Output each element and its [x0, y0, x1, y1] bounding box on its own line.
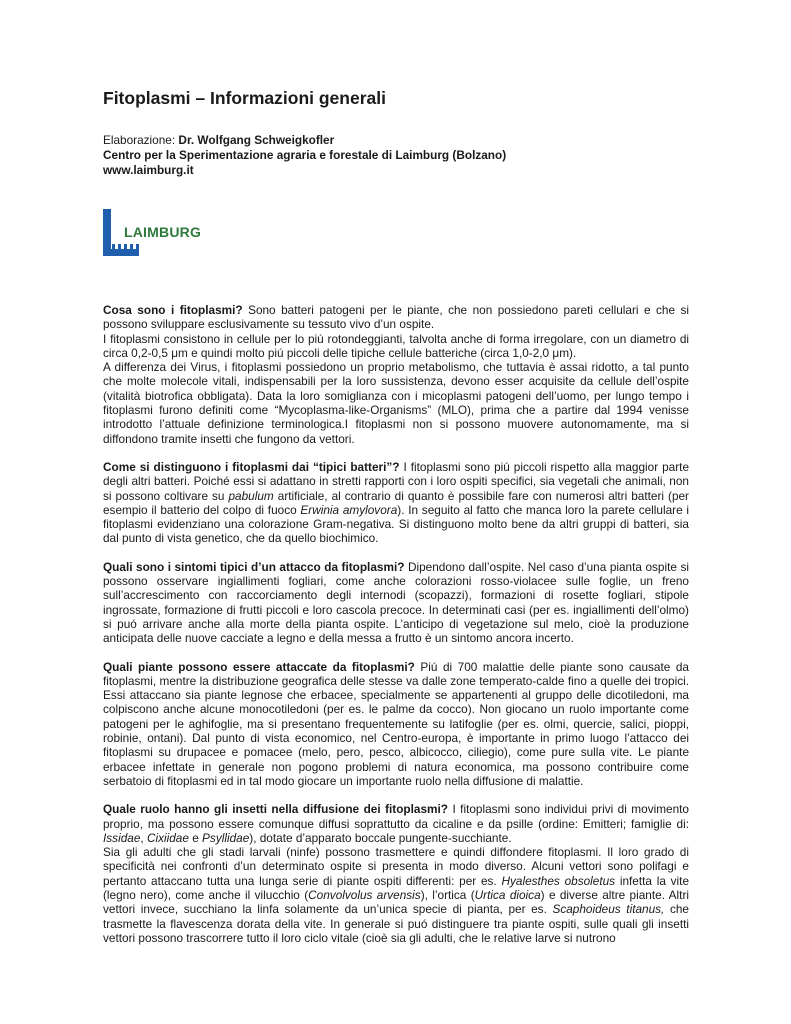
author-prefix: Elaborazione:: [103, 133, 179, 147]
section-insetti: Quale ruolo hanno gli insetti nella diffusione dei fitoplasmi? I fitoplasmi sono individui privi di movimento proprio, ma possono essere comunque diffusi soprattutto da cicaline e da psille (ordine: Emitteri; famiglie di: Issidae, Cixiidae e Psyllidae), dotate d’apparato boccale pungente-succhiante. Sia gli adulti che gli stadi larvali (ninfe) possono trasmettere e quindi diffondere fitoplasmi. Il loro grado di specificità nei confronti d’un determinato ospite si presenta in modo diverso. Alcuni vettori sono polifagi e pertanto attaccano tutta una lunga serie di piante ospiti differenti: per es. Hyalesthes obsoletus infetta la vite (legno nero), come anche il vilucchio (Convolvolus arvensis), l’ortica (Urtica dioica) e diverse altre piante. Altri vettori invece, succhiano la linfa solamente da un’unica specie di pianta, per es. Scaphoideus titanus, che trasmette la flavescenza dorata della vite. In generale si puó distinguere tra piante ospiti, sulle quali gli insetti vettori possono trascorrere tutto il loro ciclo vitale (cioè sia gli adulti, che le relative larve si nutrono: [103, 802, 689, 945]
section-sintomi: Quali sono i sintomi tipici d’un attacco da fitoplasmi? Dipendono dall’ospite. Nel caso d’una pianta ospite si possono osservare ingiallimenti fogliari, come anche colorazioni rosso-violacee sulle foglie, un freno sull’accrescimento con raccorciamento degli internodi (scopazzi), formazioni di rosette fogliari, stipole ingrossate, formazione di frutti piccoli e loro cascola precoce. In determinati casi (per es. ingiallimenti dell’olmo) si puó arrivare anche alla morte della pianta ospite. L’anticipo di vegetazione sul melo, cioè la produzione anticipata delle nuove cacciate a legno e della messa a frutto è un sintomo ancora incerto.: [103, 559, 689, 646]
laimburg-logo: [103, 209, 213, 259]
institute-name: Centro per la Sperimentazione agraria e forestale di Laimburg (Bolzano): [103, 148, 507, 162]
author-block: [103, 133, 506, 178]
section-cosa: Cosa sono i fitoplasmi? Sono batteri patogeni per le piante, che non possiedono pareti cellulari e che si possono sviluppare esclusivamente su tessuto vivo d’un ospite. I fitoplasmi consistono in cellule per lo piú rotondeggianti, talvolta anche di forma irregolare, con un diametro di circa 0,2-0,5 μm e quindi molto piú piccoli delle tipiche cellule batteriche (circa 1,0-2,0 μm). A differenza dei Virus, i fitoplasmi possiedono un proprio metabolismo, che tuttavia è assai ridotto, a tal punto che molte molecole vitali, indispensabili per la loro sussistenza, devono esser acquisite da cellule dell’ospite (vitalità biotrofica obbligata). Data la loro somiglianza con i micoplasmi patogeni dell’uomo, per lungo tempo i fitoplasmi furono definiti come “Mycoplasma-like-Organisms” (MLO), prima che a partire dal 1994 venisse introdotto l’attuale definizione terminologica.I fitoplasmi non si possono muovere autonomamente, ma si diffondono tramite insetti che fungono da vettori.: [103, 303, 689, 446]
article-body: [103, 303, 689, 959]
page-title: Fitoplasmi – Informazioni generali: [103, 88, 386, 108]
author-name: Dr. Wolfgang Schweigkofler: [178, 133, 335, 147]
website-link[interactable]: www.laimburg.it: [103, 163, 194, 177]
section-piante: Quali piante possono essere attaccate da fitoplasmi? Piú di 700 malattie delle piante sono causate da fitoplasmi, mentre la distribuzione geografica delle stesse va dalle zone temperato-calde fino a quelle dei tropici. Essi attaccano sia piante legnose che erbacee, specialmente se appartenenti al gruppo delle dicotiledoni, ma colpiscono anche alcune monocotiledoni (per es. le palme da cocco). Non giocano un ruolo importante come patogeni per le aghifoglie, ma si presentano frequentemente su latifoglie (per es. olmi, quercie, salici, pioppi, robinie, ontani). Dal punto di vista economico, nel Centro-europa, è importante in primo luogo l’attacco dei fitoplasmi su drupacee e pomacee (melo, pero, pesco, albicocco, ciliegio), come pure sulla vite. Le piante erbacee infettate in generale non pogono problemi di natura economica, ma possono contribuire come serbatoio di fitoplasmi ed in tal modo giocare un importante ruolo nella diffusione di malattie.: [103, 659, 689, 788]
logo-text: LAIMBURG: [124, 224, 202, 240]
author-line: [103, 133, 506, 148]
section-distinguono: Come si distinguono i fitoplasmi dai “tipici batteri”? I fitoplasmi sono piú piccoli rispetto alla maggior parte degli altri batteri. Poiché essi si adattano in stretti rapporti con i loro ospiti specifici, sia vegetali che animali, non si possono coltivare su pabulum artificiale, al contrario di quanto è possibile fare con numerosi altri batteri (per esempio il batterio del colpo di fuoco Erwinia amylovora). In seguito al fatto che manca loro la parete cellulare i fitoplasmi evidenziano una colorazione Gram-negativa. Si distinguono molto bene da altri gruppi di batteri, sia dal punto di vista genetico, che da quello biochimico.: [103, 459, 690, 546]
